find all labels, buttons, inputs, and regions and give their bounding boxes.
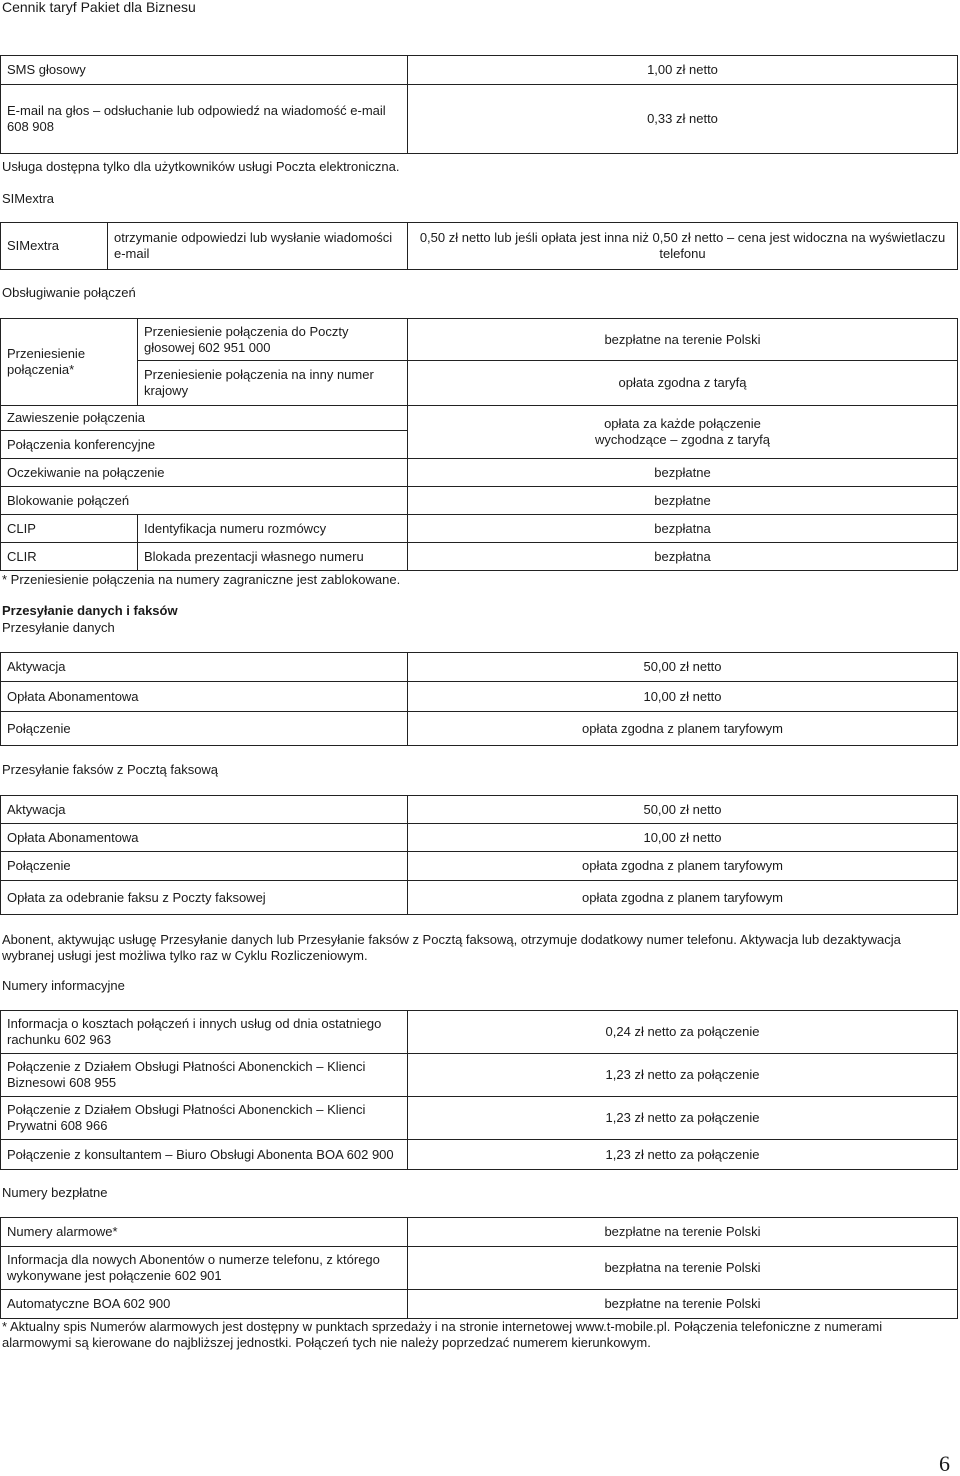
simextra-heading: SIMextra (2, 191, 55, 206)
info-row-label (0, 1010, 408, 1054)
free-row-price (407, 1246, 958, 1290)
data-row-label (0, 711, 408, 746)
forwarding-voicemail: Przeniesienie połączenia do Poczty głosowej 602 951 000 (144, 323, 349, 355)
row-label: Aktywacja (7, 801, 66, 817)
conference-label: Połączenia konferencyjne (7, 436, 156, 452)
row-price: 1,00 zł netto (647, 62, 718, 77)
fax-row-label (0, 880, 408, 915)
row-price: 50,00 zł netto (643, 659, 722, 674)
fax-row-label (0, 823, 408, 852)
free-row-price (407, 1289, 958, 1319)
row-label: Opłata za odebranie faksu z Poczty faksowej (7, 889, 266, 905)
info-row-label (0, 1139, 408, 1170)
row-label: Opłata Abonamentowa (7, 829, 139, 845)
forwarding-voicemail-cell (137, 318, 408, 361)
hold-cell (0, 405, 408, 431)
row-price: 1,23 zł netto za połączenie (605, 1146, 760, 1162)
row-price: opłata zgodna z planem taryfowym (582, 858, 783, 873)
hold-label: Zawieszenie połączenia (7, 410, 146, 425)
table-cell-label (0, 55, 408, 85)
row-label: Aktywacja (7, 659, 66, 674)
simextra-desc (107, 222, 408, 270)
table-cell-label (0, 84, 408, 154)
row-price: 10,00 zł netto (643, 829, 722, 845)
free-row-label (0, 1217, 408, 1247)
row-label: Informacja dla nowych Abonentów o numerze telefonu, z którego wykonywane jest połączenie 602 901 (7, 1252, 380, 1283)
info-row-label (0, 1096, 408, 1140)
clir-price: bezpłatna (654, 548, 711, 564)
clip-desc: Identyfikacja numeru rozmówcy (144, 520, 327, 536)
row-label: Połączenie z Działem Obsługi Płatności Abonenckich – Klienci Prywatni 608 966 (7, 1102, 366, 1133)
blocking-price: bezpłatne (654, 492, 711, 508)
info-row-label (0, 1053, 408, 1097)
clir-label: CLIR (7, 548, 37, 564)
clir-desc-cell (137, 542, 408, 571)
info-row-price (407, 1096, 958, 1140)
page-number: 6 (939, 1451, 950, 1476)
hold-conf-price: opłata za każde połączenie wychodzące – zgodna z taryfą (595, 416, 770, 447)
row-label: Automatyczne BOA 602 900 (7, 1296, 171, 1311)
fax-row-price (407, 880, 958, 915)
row-label: E-mail na głos – odsłuchanie lub odpowiedź na wiadomość e-mail 608 908 (7, 103, 386, 134)
row-price: 1,23 zł netto za połączenie (605, 1067, 760, 1082)
table-cell-price (407, 55, 958, 85)
row-label: Połączenie z konsultantem – Biuro Obsługi Abonenta BOA 602 900 (7, 1146, 394, 1162)
fax-row-price (407, 851, 958, 881)
row-price: opłata zgodna z planem taryfowym (582, 889, 783, 905)
hold-conf-price-cell (407, 405, 958, 459)
simextra-name (0, 222, 108, 270)
free-numbers-heading: Numery bezpłatne (2, 1185, 108, 1200)
forwarding-voicemail-price: bezpłatne na terenie Polski (604, 331, 761, 347)
clir-cell (0, 542, 138, 571)
row-price: 10,00 zł netto (643, 688, 722, 704)
calls-note: * Przeniesienie połączenia na numery zagraniczne jest zablokowane. (2, 572, 401, 587)
conference-cell (0, 430, 408, 459)
simextra-price-text: 0,50 zł netto lub jeśli opłata jest inna niż 0,50 zł netto – cena jest widoczna na wyświetlaczu telefonu (419, 230, 946, 261)
info-row-price (407, 1010, 958, 1054)
calls-heading: Obsługiwanie połączeń (2, 285, 136, 300)
row-label: Numery alarmowe* (7, 1224, 118, 1239)
row-price: bezpłatne na terenie Polski (604, 1224, 761, 1239)
row-label: Połączenie (7, 720, 71, 736)
clip-desc-cell (137, 514, 408, 543)
data-fax-heading: Przesyłanie danych i faksów (2, 603, 178, 618)
row-price: 50,00 zł netto (643, 801, 722, 817)
simextra-desc-text: otrzymanie odpowiedzi lub wysłanie wiadomości e-mail (114, 230, 393, 261)
waiting-price: bezpłatne (654, 464, 711, 480)
forwarding-national: Przeniesienie połączenia na inny numer krajowy (144, 367, 374, 398)
row-label: Informacja o kosztach połączeń i innych usług od dnia ostatniego rachunku 602 963 (7, 1016, 382, 1047)
clip-cell (0, 514, 138, 543)
fax-heading: Przesyłanie faksów z Pocztą faksową (2, 762, 219, 777)
forwarding-national-price: opłata zgodna z taryfą (618, 375, 747, 390)
table-cell-price (407, 84, 958, 154)
info-row-price (407, 1053, 958, 1097)
fax-row-label (0, 795, 408, 824)
data-row-price (407, 652, 958, 682)
free-row-price (407, 1217, 958, 1247)
forwarding-national-cell (137, 360, 408, 406)
row-label: Połączenie z Działem Obsługi Płatności Abonenckich – Klienci Biznesowi 608 955 (7, 1059, 366, 1090)
page-title: Cennik taryf Pakiet dla Biznesu (2, 0, 196, 15)
row-price: 0,33 zł netto (647, 111, 718, 126)
free-numbers-note: * Aktualny spis Numerów alarmowych jest dostępny w punktach sprzedaży i na stronie internetowej www.t-mobile.pl. Połączenia telefoniczne z numerami alarmowymi są kierowane do najbliższej jednostki. Połączeń tych nie należy poprzedzać numerem kierunkowym. (2, 1319, 883, 1350)
fax-row-price (407, 823, 958, 852)
blocking-label: Blokowanie połączeń (7, 492, 130, 508)
fax-row-label (0, 851, 408, 881)
data-row-label (0, 681, 408, 712)
row-price: 1,23 zł netto za połączenie (605, 1110, 760, 1125)
forwarding-label: Przeniesienie połączenia* (7, 346, 86, 377)
forwarding-label-cell (0, 318, 138, 406)
clir-desc: Blokada prezentacji własnego numeru (144, 548, 364, 564)
waiting-label: Oczekiwanie na połączenie (7, 464, 165, 480)
row-label: Połączenie (7, 858, 71, 873)
free-row-label (0, 1246, 408, 1290)
data-row-label (0, 652, 408, 682)
clir-price-cell (407, 542, 958, 571)
fax-row-price (407, 795, 958, 824)
row-price: bezpłatna na terenie Polski (604, 1260, 761, 1275)
clip-price: bezpłatna (654, 520, 711, 536)
row-price: 0,24 zł netto za połączenie (605, 1024, 760, 1039)
waiting-price-cell (407, 458, 958, 487)
clip-label: CLIP (7, 520, 36, 536)
data-row-price (407, 711, 958, 746)
row-price: bezpłatne na terenie Polski (604, 1296, 761, 1311)
row-label: SMS głosowy (7, 62, 86, 77)
info-row-price (407, 1139, 958, 1170)
blocking-price-cell (407, 486, 958, 515)
free-row-label (0, 1289, 408, 1319)
forwarding-voicemail-price-cell (407, 318, 958, 361)
data-fax-note: Abonent, aktywując usługę Przesyłanie danych lub Przesyłanie faksów z Pocztą faksową, otrzymuje dodatkowy numer telefonu. Aktywacja lub dezaktywacja wybranej usługi jest możliwa tylko raz w Cyklu Rozliczeniowym. (2, 932, 901, 963)
simextra-name-text: SIMextra (7, 238, 60, 253)
row-price: opłata zgodna z planem taryfowym (582, 720, 783, 736)
simextra-price (407, 222, 958, 270)
service-note: Usługa dostępna tylko dla użytkowników usługi Poczta elektroniczna. (2, 159, 400, 174)
clip-price-cell (407, 514, 958, 543)
data-heading: Przesyłanie danych (2, 620, 115, 635)
forwarding-national-price-cell (407, 360, 958, 406)
waiting-cell (0, 458, 408, 487)
blocking-cell (0, 486, 408, 515)
info-numbers-heading: Numery informacyjne (2, 978, 125, 993)
row-label: Opłata Abonamentowa (7, 688, 139, 704)
data-row-price (407, 681, 958, 712)
